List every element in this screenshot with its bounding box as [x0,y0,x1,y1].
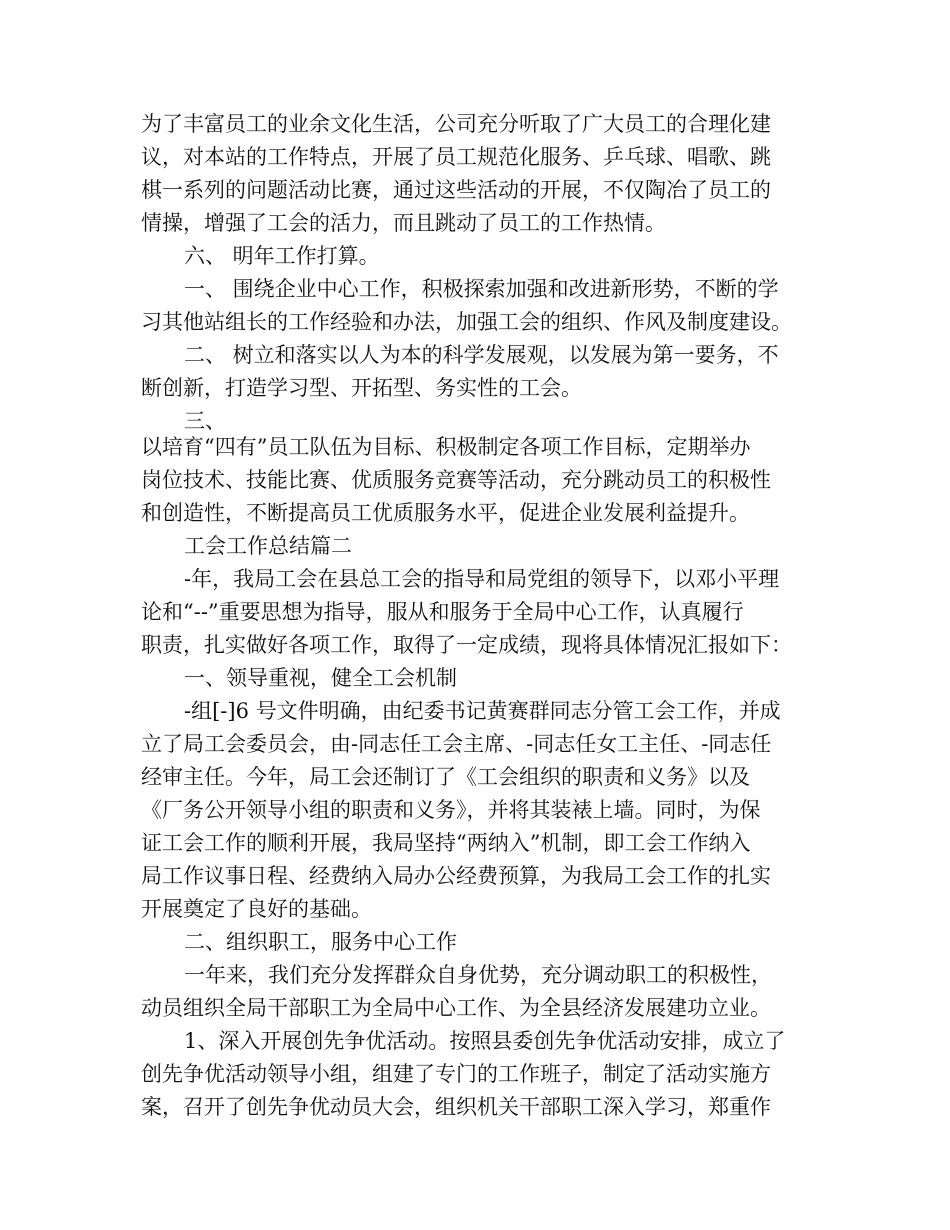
section-heading: 六、 明年工作打算。 [184,244,380,268]
text-line: 以培育“四有”员工队伍为目标、积极制定各项工作目标，定期举办 [141,435,751,459]
text-line: 习其他站组长的工作经验和办法，加强工会的组织、作风及制度建设。 [141,310,792,334]
text-line: 立了局工会委员会，由-同志任工会主席、-同志任女工主任、-同志任 [141,732,772,756]
section-heading: 二、组织职工，服务中心工作 [184,930,457,954]
text-line: -组[-]6 号文件明确，由纪委书记黄赛群同志分管工会工作，并成 [184,699,781,723]
text-line: 一、 围绕企业中心工作，积极探索加强和改进新形势，不断的学 [184,277,779,301]
text-line: 动员组织全局干部职工为全局中心工作、为全县经济发展建功立业。 [141,996,771,1020]
text-line: 1、深入开展创先争优活动。按照县委创先争优活动安排，成立了 [184,1029,786,1053]
text-line: 二、 树立和落实以人为本的科学发展观，以发展为第一要务，不 [184,343,779,367]
text-line: 情操，增强了工会的活力，而且跳动了员工的工作热情。 [141,211,666,235]
section-heading: 工会工作总结篇二 [184,534,352,558]
text-line: 三、 [184,409,226,433]
text-line: 案，召开了创先争优动员大会，组织机关干部职工深入学习，郑重作 [141,1095,771,1119]
text-line: 开展奠定了良好的基础。 [141,897,372,921]
text-line: 《厂务公开领导小组的职责和义务》，并将其装裱上墙。同时，为保 [141,798,761,822]
text-line: 局工作议事日程、经费纳入局办公经费预算，为我局工会工作的扎实 [141,864,771,888]
text-line: 棋一系列的问题活动比赛，通过这些活动的开展，不仅陶冶了员工的 [141,178,771,202]
text-line: 创先争优活动领导小组，组建了专门的工作班子，制定了活动实施方 [141,1062,771,1086]
text-line: 证工会工作的顺利开展，我局坚持“两纳入”机制，即工会工作纳入 [141,831,751,855]
text-line: -年，我局工会在县总工会的指导和局党组的领导下，以邓小平理 [184,567,780,591]
text-line: 议，对本站的工作特点，开展了员工规范化服务、乒乓球、唱歌、跳 [141,145,771,169]
text-line: 和创造性，不断提高员工优质服务水平，促进企业发展利益提升。 [141,501,750,525]
text-line: 职责，扎实做好各项工作，取得了一定成绩，现将具体情况汇报如下： [141,633,792,657]
text-line: 一年来，我们充分发挥群众自身优势，充分调动职工的积极性， [184,963,772,987]
section-heading: 一、领导重视，健全工会机制 [184,666,457,690]
text-line: 为了丰富员工的业余文化生活，公司充分听取了广大员工的合理化建 [141,112,771,136]
text-line: 断创新，打造学习型、开拓型、务实性的工会。 [141,376,582,400]
text-line: 论和“--”重要思想为指导，服从和服务于全局中心工作，认真履行 [141,600,744,624]
text-line: 经审主任。今年，局工会还制订了《工会组织的职责和义务》以及 [141,765,750,789]
text-line: 岗位技术、技能比赛、优质服务竞赛等活动，充分跳动员工的积极性 [141,468,771,492]
